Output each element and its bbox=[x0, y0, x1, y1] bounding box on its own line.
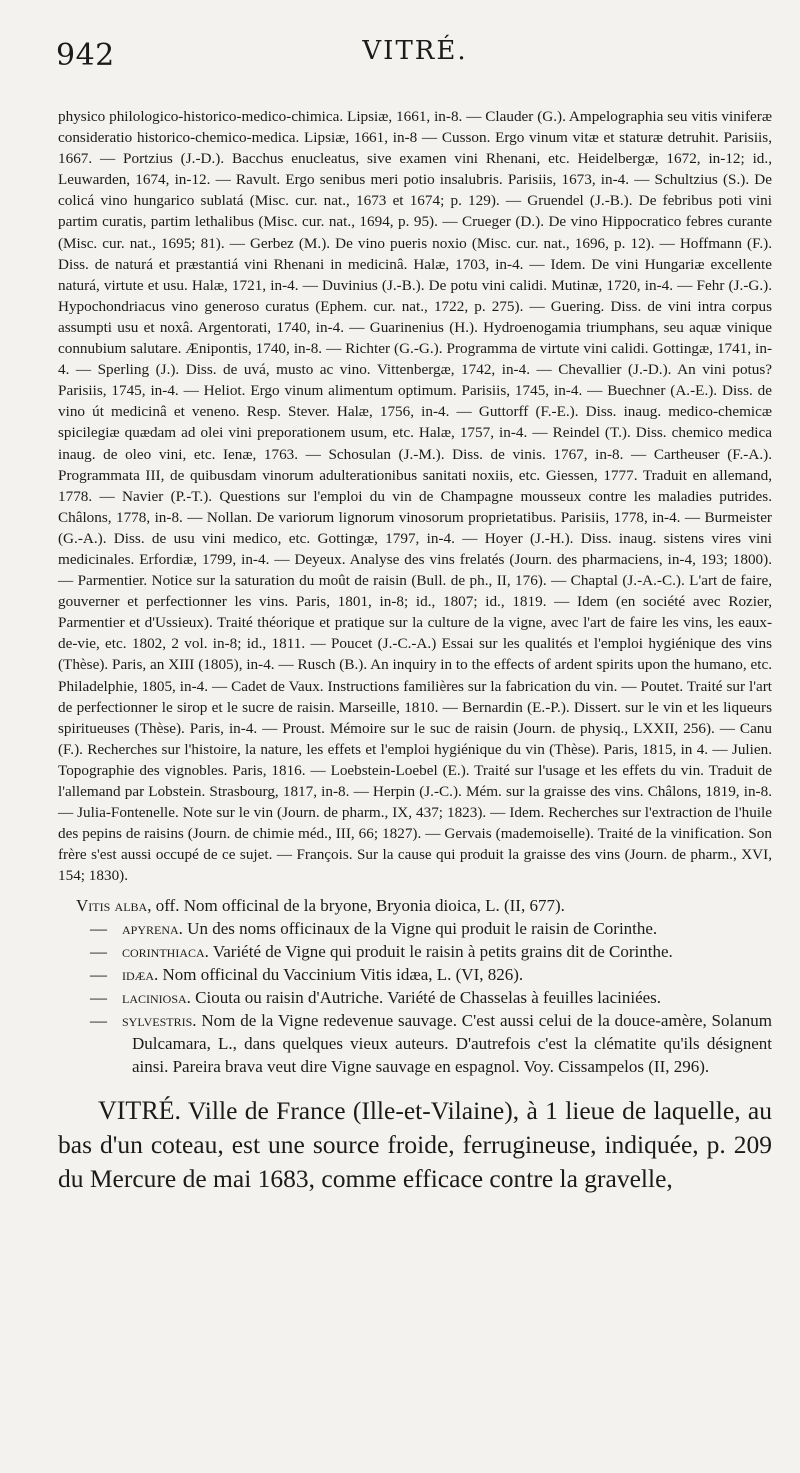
entry-laciniosa bbox=[58, 986, 772, 1009]
entry-text: Nom de la Vigne redevenue sauvage. C'est aussi celui de la douce-amère, Solanum Dulcamara, L., dans quelques vieux auteurs. D'autrefois c'est la clématite qu'ils désignent ainsi. Pareira brava veut dire Vigne sauvage en espagnol. Voy. Cissampelos (II, 296). bbox=[132, 1011, 772, 1077]
entry-text: Ciouta ou raisin d'Autriche. Variété de Chasselas à feuilles laciniées. bbox=[190, 988, 662, 1008]
entry-text: Un des noms officinaux de la Vigne qui produit le raisin de Corinthe. bbox=[182, 919, 658, 939]
entry-text: Ville de France (Ille-et-Vilaine), à 1 lieue de laquelle, au bas d'un coteau, est une source froide, ferrugineuse, indiquée, p. 209 du Mercure de mai 1683, comme efficace contre la gravelle, bbox=[58, 1096, 772, 1194]
entry-text: Nom officinal du Vaccinium Vitis idæa, L. (VI, 826). bbox=[158, 965, 524, 985]
page-number: 942 bbox=[56, 38, 115, 73]
entry-sylvestris bbox=[58, 1009, 772, 1078]
page-header bbox=[56, 30, 772, 73]
entry-idaea bbox=[58, 963, 772, 986]
entry-headword: sylvestris. bbox=[122, 1011, 197, 1031]
entry-text: , off. Nom officinal de la bryone, Bryonia dioica, L. (II, 677). bbox=[147, 896, 565, 916]
entry-headword: apyrena. bbox=[122, 919, 183, 939]
entry-text: Variété de Vigne qui produit le raisin à petits grains dit de Corinthe. bbox=[208, 942, 673, 962]
entry-headword: VITRÉ. bbox=[98, 1096, 182, 1126]
entry-corinthiaca bbox=[58, 940, 772, 963]
entry-dash: — bbox=[90, 965, 107, 985]
entry-vitis-alba bbox=[58, 894, 772, 917]
entry-dash: — bbox=[90, 988, 107, 1008]
entry-dash: — bbox=[90, 919, 107, 939]
bibliography-paragraph: physico philologico-historico-medico-chimica. Lipsiæ, 1661, in-8. — Clauder (G.). Ampelographia seu vitis viniferæ consideratio historico-chemico-medica. Lipsiæ, 1661, in-8 — Cusson. Ergo vinum vitæ et staturæ detruhit. Parisiis, 1667. — Portzius (J.-D.). Bacchus enucleatus, sive examen vini Rhenani, etc. Heidelbergæ, 1672, in-12; id., Leuwarden, 1674, in-12. — Ravult. Ergo senibus meri potio insalubris. Parisiis, 1673, in-4. — Schultzius (S.). De colicá vino hungarico sublatá (Misc. cur. nat., 1673 et 1674; p. 129). — Gruendel (J.-B.). De febribus poti vini partim curatis, partim lethalibus (Misc. cur. nat., 1694, p. 95). — Crueger (D.). De vino Hippocratico febres curante (Misc. cur. nat., 1695; 81). — Gerbez (M.). De vino pueris noxio (Misc. cur. nat., 1696, p. 12). — Hoffmann (F.). Diss. de naturá et præstantiá vini Rhenani in medicinâ. Halæ, 1703, in-4. — Idem. De vini Hungariæ excellente naturá, virtute et usu. Halæ, 1721, in-4. — Duvinius (J.-B.). De potu vini calidi. Mutinæ, 1720, in-4. — Fehr (J.-G.). Hypochondriacus vino generoso curatus (Ephem. cur. nat., 1722, p. 275). — Guering. Diss. de vini intra corpus assumpti usu et noxâ. Argentorati, 1740, in-4. — Guarinenius (H.). Hydroenogamia triumphans, seu aquæ vinique connubium salutare. Ænipontis, 1740, in-8. — Richter (G.-G.). Programma de virtute vini calidi. Gottingæ, 1741, in-4. — Sperling (J.). Diss. de uvá, musto ac vino. Vittenbergæ, 1742, in-4. — Chevallier (J.-D.). An vini potus? Parisiis, 1745, in-4. — Heliot. Ergo vinum alimentum optimum. Parisiis, 1745, in-4. — Buechner (A.-E.). Diss. de vino út medicinâ et veneno. Resp. Stever. Halæ, 1756, in-4. — Guttorff (F.-E.). Diss. inaug. medico-chemicæ spicilegiæ quædam ad olei vini preporationem usum, etc. Halæ, 1757, in-4. — Reindel (T.). Diss. chemico medica inaug. de oleo vini, etc. Ienæ, 1763. — Schosulan (J.-M.). Diss. de vinis. 1767, in-8. — Cartheuser (F.-A.). Programmata III, de quibusdam vinorum adulterationibus sanitati noxiis, etc. Giessen, 1777. Traduit en allemand, 1778. — Navier (P.-T.). Questions sur l'emploi du vin de Champagne mousseux contre les maladies putrides. Châlons, 1778, in-8. — Nollan. De variorum lignorum vinosorum proprietatibus. Parisiis, 1778, in-4. — Burmeister (G.-A.). Diss. de usu vini medico, etc. Gottingæ, 1797, in-4. — Hoyer (J.-H.). Diss. inaug. sistens vires vini medicinales. Erfordiæ, 1799, in-4. — Deyeux. Analyse des vins frelatés (Journ. des pharmaciens, in-4, 193; 1800). — Parmentier. Notice sur la saturation du moût de raisin (Bull. de ph., II, 176). — Chaptal (J.-A.-C.). L'art de faire, gouverner et perfectionner les vins. Paris, 1801, in-8; id., 1807; id., 1819. — Idem (en société avec Rozier, Parmentier et d'Ussieux). Traité théorique et pratique sur la culture de la vigne, avec l'art de faire les vins, les eaux-de-vie, etc. 1802, 2 vol. in-8; id., 1811. — Poucet (J.-C.-A.) Essai sur les qualités et l'emploi hygiénique des vins (Thèse). Paris, an XIII (1805), in-4. — Rusch (B.). An inquiry in to the effects of ardent spirits upon the humano, etc. Philadelphie, 1805, in-4. — Cadet de Vaux. Instructions familières sur la fabrication du vin. — Poutet. Traité sur l'art de perfectionner le sirop et le sucre de raisin. Marseille, 1810. — Bernardin (E.-P.). Dissert. sur le vin et les liqueurs spiritueuses (Thèse). Paris, in-4. — Proust. Mémoire sur le suc de raisin (Journ. de physiq., LXXII, 256). — Canu (F.). Recherches sur l'histoire, la nature, les effets et l'emploi hygiénique du vin (Thèse). Paris, 1815, in 4. — Julien. Topographie des vignobles. Paris, 1816. — Loebstein-Loebel (E.). Traité sur l'usage et les effets du vin. Traduit de l'allemand par Lobstein. Strasbourg, 1817, in-8. — Herpin (J.-C.). Mém. sur la graisse des vins. Châlons, 1819, in-8. — Julia-Fontenelle. Note sur le vin (Journ. de pharm., IX, 437; 1823). — Idem. Recherches sur l'extraction de l'huile des pepins de raisins (Journ. de chimie méd., III, 66; 1827). — Gervais (mademoiselle). Traité de la vinification. Son frère s'est aussi occupé de ce sujet. — François. Sur la cause qui produit la graisse des vins (Journ. de pharm., XVI, 154; 1830). bbox=[58, 108, 772, 885]
entry-headword: Vitis alba bbox=[76, 896, 148, 916]
entry-vitre bbox=[58, 1094, 772, 1196]
vitis-entries bbox=[58, 894, 772, 1078]
entry-headword: laciniosa. bbox=[122, 988, 191, 1008]
running-title: VITRÉ. bbox=[362, 36, 468, 66]
bibliography-section bbox=[58, 106, 772, 886]
entry-apyrena bbox=[58, 917, 772, 940]
entry-headword: corinthiaca. bbox=[122, 942, 209, 962]
entry-headword: idæa. bbox=[122, 965, 159, 985]
entry-dash: — bbox=[90, 1011, 107, 1031]
entry-dash: — bbox=[90, 942, 107, 962]
